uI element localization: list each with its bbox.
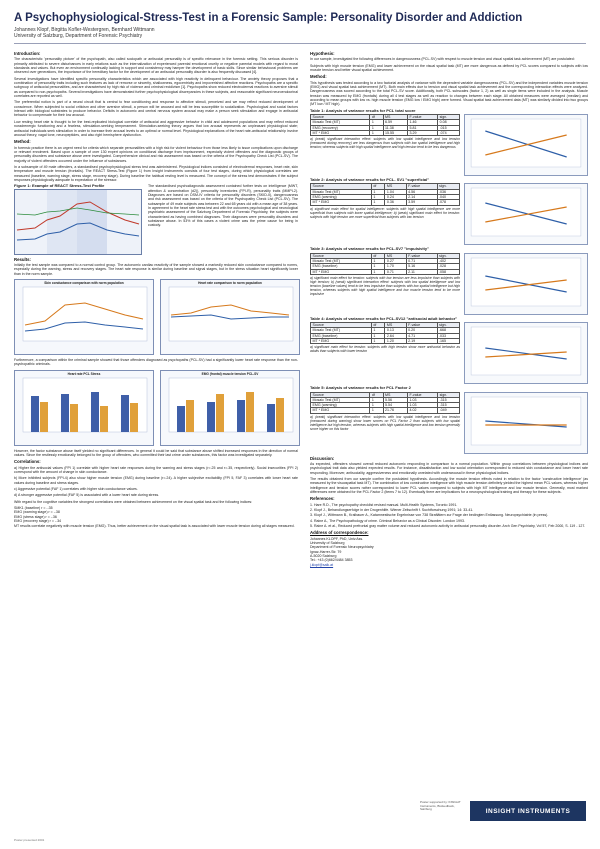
table-cell: 1: [371, 200, 385, 205]
table-notes: a) significant main effect for spatial intelligence: subjects with high spatial intelligence are more superficial than subjects with lower spatial intelligence; b) (weak) significant main effect for tension: subjects with high tension are more superficial than subjects with low tension: [310, 206, 460, 219]
table-cell: .402: [437, 259, 459, 264]
table-cell: .165: [437, 339, 459, 344]
table-cell: 1: [371, 269, 385, 274]
table-cell: 2.11: [406, 269, 437, 274]
email-link[interactable]: j.klopf@salk.at: [310, 562, 334, 567]
table-row-wrap: [310, 322, 588, 384]
table-block: [310, 253, 460, 315]
table-cell: 0.36: [385, 200, 406, 205]
table-cell: 4.56: [406, 189, 437, 194]
table-row-wrap: [310, 114, 588, 176]
table-cell: Mosaic Test (MT): [311, 259, 372, 264]
table-header-cell: sign.: [437, 253, 459, 258]
list-item: SMK1 (baseline) r = -.35: [14, 506, 53, 511]
table-header-cell: Source: [311, 115, 370, 120]
table-header-cell: sign.: [437, 323, 459, 328]
interaction-plot: [464, 322, 588, 384]
emg-pcl-graph: [160, 370, 300, 446]
table-header-cell: F-value: [406, 323, 437, 328]
table-cell: 1: [371, 333, 385, 338]
table-header-cell: MS: [385, 253, 406, 258]
right-column: [310, 49, 588, 567]
table-cell: 0.71: [406, 259, 437, 264]
table-caption: Table 3: Analysis of variance results for PCL-SV7 "impulsivity": [310, 246, 429, 252]
table-cell: 1: [371, 328, 385, 333]
correlation-b: b) More inhibited subjects (FPI-4) also show higher muscle tension (EMG) during baseline (r=.24). A higher subjective excitability (FPI 5, FAF 3) correlates with lower heart rate values during baseline and stress stages.: [14, 476, 298, 485]
heart-rate-graph: [160, 279, 300, 355]
authors: Johannes Klopf, Birgitta Kofler-Westergren, Bernhard Wittmann: [14, 27, 155, 33]
interaction-plot: [464, 114, 588, 176]
table-cell: 1: [370, 403, 383, 408]
table-cell: .040: [437, 195, 459, 200]
table-cell: 5.54: [383, 403, 407, 408]
references: [310, 497, 588, 528]
address-heading: Address of correspondence:: [310, 530, 369, 536]
table-cell: 1.03: [408, 403, 438, 408]
table-header-cell: sign.: [437, 184, 459, 189]
table-cell: 2.19: [406, 339, 437, 344]
interaction-plot: [464, 253, 588, 315]
table-block: [310, 322, 460, 384]
table-cell: .036: [437, 189, 459, 194]
correlation-a: a) Higher the antisocial values (FPI 1) correlate with higher heart rate responses during the warning and stress stages (r=.25 and r=.35, respectively). Social insecurities (FPI 2) correspond with the amount of change in skin conductance.: [14, 465, 298, 475]
table-header-cell: df: [371, 184, 385, 189]
stress-profile-graph: [15, 190, 141, 254]
table-caption: Table 1: Analysis of variance results for PCL total score: [310, 107, 416, 113]
reference-item: 2. Klopf J., Behandlungserfolge in der Drogenhilfe. Wiener Zeitschrift f. Suchtforschung 1991; 14: 33-41.: [310, 507, 474, 512]
table-cell: .074: [438, 131, 460, 136]
table-cell: 0.08: [438, 120, 460, 125]
table-header-cell: F-value: [406, 184, 437, 189]
discussion-paragraph-1: As expected, offenders showed overall reduced autonomic responding in comparison to a normal population. Within group correlations between physiological indices and psychological trait data also yielded expected results. For instance, dissatisfaction and low social orientation corresponded to reduced skin conductance and lower heart rate responding. Moreover, antisociality, aggressiveness and emotionally unrelated with underarousal in these physiological indices.: [310, 461, 588, 475]
table-cell: 0.71: [385, 269, 406, 274]
table-cell: 1: [371, 339, 385, 344]
table-cell: Mosaic Test (MT): [311, 397, 370, 402]
anova-table: [310, 183, 460, 205]
table-cell: MT * EMG: [311, 200, 372, 205]
figure-1-caption: Figure 1: Example of REACT Stress-Test Profile: [14, 183, 105, 189]
table-header-cell: df: [370, 392, 383, 397]
comparison-graphs: [14, 279, 298, 355]
table-cell: 1.46: [408, 120, 438, 125]
hypothesis-heading: Hypothesis:: [310, 51, 335, 56]
discussion-paragraph-2: The results obtained from our sample confirm the postulated hypothesis. Accordingly, the muscle tension effects noted in relation to the factor 'constructive intelligence' (as measured by the visuospatial task MT). The combination of low constructive intelligence with high muscle tension definitely yielded the highest mean PCL values, whereas higher intelligence and tension scores rather corresponded to lower PCL values compared to subjects with high MT intelligence and low muscle tension. Generally, most marked differences were obtained for the PCL Factor 2 (items 7 to 12). Eventually there are implications for a neuropsychological training and therapy for these subjects.: [310, 476, 588, 494]
insight-instruments-logo: INSIGHT INSTRUMENTS: [470, 801, 586, 821]
table-cell: 15.55: [383, 131, 407, 136]
table-cell: MT * EMG: [311, 408, 370, 413]
interaction-plot: [464, 392, 588, 454]
poster-title: A Psychophysiological-Stress-Test in a Forensic Sample: Personality Disorder and Addiction: [14, 12, 523, 24]
table-header-cell: F-value: [406, 253, 437, 258]
address-line: Tel.: +43 (0)662/4484 3853: [310, 558, 353, 563]
table-caption: Table 5: Analysis of variance results for PCL Factor 2: [310, 385, 411, 391]
table-notes: a) significant main effect for tension: subjects with high tension show more antisocial behavior as adults than subjects with lower tension: [310, 345, 460, 354]
hypothesis-paragraph-1: In our sample, investigated the following differences in dangerousness (PCL-SV) with respect to muscle tension and visual spatial task achievement (MT) are postulated:: [310, 57, 575, 62]
table-cell: 11.38: [383, 125, 407, 130]
table-cell: 0.13: [385, 328, 406, 333]
pcl-graphs: [14, 370, 298, 446]
introduction-heading: Introduction:: [14, 51, 41, 56]
graph-title: Heart rate comparison to norm population: [198, 281, 262, 285]
table-cell: 1: [371, 195, 385, 200]
table-cell: .028: [437, 264, 459, 269]
table-cell: .315: [438, 397, 460, 402]
table-caption: Table 4: Analysis of variance results for PCL-SV12 "antisocial adult behavior": [310, 315, 458, 321]
table-cell: Mosaic Test (MT): [311, 120, 370, 125]
intro-paragraph-4: Low resting heart rate is thought to be the best-replicated biological correlate of antisocial and aggressive behavior in child and adolescent populations and may reflect reduced noradrenergic functioning and a fearless, stimulation-seeking temperament. Stimulation-seeking theory argues that low arousal represents an unpleasant physiological state; antisocial individuals seek stimulation in order to increase their arousal levels to an optimal or normal level. Physiological explanations of the heart rate-antisocial relationship involve arousal theory, vagal tone, neuropeptides, and also right hemisphere dysfunction.: [14, 119, 298, 137]
table-block: [310, 114, 460, 176]
intro-paragraph-2: Several investigations have identified specific personality characteristics which are associated with high reactivity in delinquent behaviour. The anxiety theory proposes that a combination of personality traits including such features as lack of remorse or sincerity, shallowness, egocentricity and impoverished affective reactions. Psychopaths are a specific subgroup of antisocial personalities, and are characterised by high risk of violence and criminal recidivism [1]. Psychopaths show reduced electrodermal reactions to aversive stimuli as compared to non-psychopaths. Several investigations have demonstrated further psychophysiological discrepancies in these subjects, and reasonable significant neuroendocrinal correlates are reported as well.: [14, 76, 298, 99]
correlations-heading: Correlations:: [14, 459, 41, 465]
table-row: [311, 408, 460, 413]
figure-1-row: [14, 184, 298, 254]
graph-title: EMG (frontal) muscle tension PCL-SV: [201, 371, 259, 376]
table-row: [311, 339, 460, 344]
results-heading: Results:: [14, 256, 31, 262]
table-cell: 2.64: [385, 333, 406, 338]
table-cell: 1: [370, 397, 383, 402]
table-cell: 1.20: [385, 339, 406, 344]
reference-item: 3. Klopf J., Wittmann B., Kralbauer A., Katamnestische Ergebnisse von 738 Straftätern zur Frage der bedingten Entlassung. Neuropsychiatrie (in press).: [310, 513, 549, 518]
table-cell: 2.14: [406, 195, 437, 200]
table-header-cell: Source: [311, 253, 372, 258]
results-paragraph-3: However, the factor substance abuse itself yielded no significant differences. In general it could be said that substance abuse shifted increased responses in the direction of normal values. Since the restlessly emotionally belonged to the group of offenders, who committed their last crime under substances, this factor was investigated separately.: [14, 448, 298, 458]
table-cell: 1.03: [408, 397, 438, 402]
table-cell: EMG (baseline): [311, 264, 372, 269]
table-block: [310, 183, 460, 245]
table-notes: a) significant main effect for tension: subjects with low tension are less impulsive than subjects with high tension; b) (weak) significant interaction effect: subjects with low spatial intelligence and low tension (baseline values) tend to be less impulsive than subjects with low spatial intelligence but high tension, whereas subjects with high spatial intelligence and low muscle tension tend to be more impulsive: [310, 276, 460, 296]
poster-header: [14, 12, 586, 39]
table-notes: a) (weak) significant interaction effect: subjects with low spatial intelligence and low tension (measured during recovery) are less dangerous than subjects with low spatial intelligence and high tension; whereas subjects with high spatial intelligence and high tension tend to be less dangerous: [310, 137, 460, 150]
table-cell: .078: [437, 200, 459, 205]
reference-item: 5. Raine A. et al., Reduced prefrontal gray matter volume and reduced autonomic activity in antisocial personality disorder. Arch Gen Psychiatry, Vol 57, Feb 2000, S. 119 - 127.: [310, 523, 586, 528]
table-block: [310, 392, 460, 454]
table-header-cell: MS: [385, 184, 406, 189]
table-cell: 1: [371, 189, 385, 194]
graph-title: Heart rate PCL Stress: [67, 371, 101, 376]
table-cell: .315: [438, 403, 460, 408]
left-column: [14, 49, 298, 530]
hypothesis-paragraph-2: Subjects with high muscle tension (EMG) and lower achievement on the visual spatial task (MT) are more dangerous as defined by PCL scores compared to subjects with low muscle tension and better visual spatial achievement.: [310, 63, 588, 73]
table-cell: 0.27: [385, 259, 406, 264]
table-cell: MT * EMG: [311, 131, 370, 136]
correlation-d: d) A stronger aggressive potential (FAF 5) is associated with a lower heart rate during stress.: [14, 493, 160, 498]
anova-table: [310, 114, 460, 136]
heart-rate-pcl-graph: [14, 370, 154, 446]
table-cell: EMG (baseline): [311, 333, 372, 338]
table-header-cell: df: [371, 323, 385, 328]
intro-paragraph-3: The preferential notion is part of a neural circuit that is central to fear conditioning and response to affective stimuli, perceived and we may reflect reduced development of conscience. When subjected to social criticism and other aversive stimuli, a person will be aroused and will be less susceptible to socialization. Psychological and social factors interact with biological substrates to produce behavior. Deficits in autonomic and central nervous system arousal may make a person seek stimulation and engage in antisocial behavior to compensate for their low arousal.: [14, 100, 298, 118]
table-cell: 5.16: [406, 264, 437, 269]
table-cell: 0.20: [406, 328, 437, 333]
table-cell: 4.02: [408, 408, 438, 413]
header-divider: [14, 43, 586, 44]
address-line: Johannes KLOPF, PhD, Univ.Ass.: [310, 536, 364, 541]
table-cell: 1: [370, 131, 383, 136]
intro-paragraph-1: The characteristic 'personality picture' of the psychopath, also called sociopath or antisocial personality is of specific relevance in the forensic setting. This serious disorder is primarily attributed to severe disturbances in early relations such as the internalization of experienced parental emotional cruelty or negative parental models with regard to moral standards and values. But even an environment continually lacking in support and consistency may hamper the development of basic skills. Since similar behavioural problems are observed over generations, the importance of the hereditary factor for the development of an antisocial personality disorder is also frequently discussed [4].: [14, 57, 298, 75]
address-line: A-5020 Salzburg: [310, 554, 337, 559]
correlation-cognitive: With regard to the cognitive variables the strongest correlations were obtained between achievement on the visual spatial task and the following indices:: [14, 499, 253, 504]
footer-note: Poster presented 2001: [14, 838, 45, 842]
table-header-cell: MS: [385, 323, 406, 328]
table-row-wrap: [310, 253, 588, 315]
results-paragraph-2: Furthermore, a comparison within the criminal sample showed that those offenders diagnosed as psychopaths (PCL-SV) had a significantly lower heart rate response than the non-psychopathic criminals.: [14, 358, 298, 367]
table-cell: 1: [370, 125, 383, 130]
table-cell: 1: [371, 264, 385, 269]
table-caption: Table 2: Analysis of variance results for PCL- SV1 "superficial": [310, 177, 430, 183]
list-item: EMG (stress stage) r = -.36: [14, 514, 57, 519]
table-cell: 1.04: [385, 189, 406, 194]
table-cell: 1.70: [385, 264, 406, 269]
table-cell: 1: [371, 259, 385, 264]
table-header-cell: sign.: [438, 115, 460, 120]
table-cell: Mosaic Test (MT): [311, 189, 372, 194]
table-cell: 4.71: [406, 333, 437, 338]
table-header-cell: sign.: [438, 392, 460, 397]
discussion-heading: Discussion:: [310, 455, 335, 461]
anova-table: [310, 253, 460, 275]
anova-table: [310, 392, 460, 414]
list-item: EMG (recovery stage) r = -.34: [14, 519, 62, 524]
reference-item: 1. Hare R.D., The psychopathy checklist revised manual. Multi-Health Systems, Toronto 1991.: [310, 502, 458, 507]
table-row: [311, 131, 460, 136]
address-block: [310, 531, 588, 567]
method-heading: Method:: [14, 139, 31, 145]
table-cell: 1: [370, 120, 383, 125]
table-cell: 6.59: [383, 120, 407, 125]
table-cell: EMG (recovery): [311, 125, 370, 130]
table-cell: .033: [437, 333, 459, 338]
graph-title: Skin conductance comparison with norm population: [44, 281, 124, 285]
table-cell: 3.29: [408, 131, 438, 136]
table-header-cell: Source: [311, 184, 372, 189]
skin-conductance-graph: [14, 279, 154, 355]
table-header-cell: MS: [383, 115, 407, 120]
table-cell: .015: [438, 125, 460, 130]
table-cell: MT * EMG: [311, 339, 372, 344]
reference-item: 4. Raine A., The Psychopathology of crime. Criminal Behavior as a Clinical Disorder. London 1993.: [310, 518, 465, 523]
interaction-plot: [464, 183, 588, 245]
table-cell: MT * EMG: [311, 269, 372, 274]
list-item: EMG (warning stage) r = -.38: [14, 510, 60, 515]
table-cell: 21.76: [383, 408, 407, 413]
sponsor-note: Poster supported by: INSIGHT Instruments, Biofeedback, Salzburg: [420, 800, 461, 812]
figure-1: [14, 184, 142, 254]
table-row: [311, 200, 460, 205]
table-header-cell: F-value: [408, 392, 438, 397]
table-cell: EMG (warning): [311, 403, 370, 408]
table-cell: .058: [437, 269, 459, 274]
table-notes: a) (weak) significant interaction effect: subjects with low spatial intelligence and low tension (measured during warning) show lower scores on PCL Factor 2 than subjects with low spatial intelligence but high tension, whereas subjects with high spatial intelligence and low tension generally score higher on this factor: [310, 414, 461, 431]
table-header-cell: df: [370, 115, 383, 120]
table-cell: 3.59: [406, 200, 437, 205]
table-row-wrap: [310, 183, 588, 245]
table-header-cell: Source: [311, 323, 372, 328]
affiliation: University of Salzburg, Department of Forensic Psychiatry: [14, 33, 143, 40]
method-paragraph-2: In a subsample of 49 male offenders, a standardised psychophysiological stress test was administered. Physiological indices consisted of electrodermal responses, heart rate, skin temperature and muscle tension (frontalis). The REACT Stress-Test (Figure 1) from Insight Instruments consists of four test stages, during which physiological correlates are measured (baseline, warning stage, stress stage, recovery stage). During baseline the habitual resting level is measured. The concept of the stress test demonstrates if the subject responses physiologically adequate to expectation of the stressor.: [14, 164, 298, 182]
table-row-wrap: [310, 392, 588, 454]
anova-table: [310, 322, 460, 344]
table-cell: EMG (warning): [311, 195, 372, 200]
table-header-cell: df: [371, 253, 385, 258]
table-header-cell: F-value: [408, 115, 438, 120]
table-cell: Mosaic Test (MT): [311, 328, 372, 333]
results-paragraph-1: Initially the test sample was compared to a normal control group. The autonomic cardiac reactivity of the sample showed a markedly reduced skin conductance compared to norms, especially during the warning, stress and recovery stages. The heart rate response is similar during baseline and signal stages, but in the stress situation heart significantly lower than in the norm sample.: [14, 262, 298, 276]
method-heading-right: Method:: [310, 74, 327, 80]
table-cell: .668: [437, 328, 459, 333]
anova-tables: [310, 109, 588, 454]
table-cell: 1: [370, 408, 383, 413]
table-header-cell: Source: [311, 392, 370, 397]
table-cell: 5.56: [383, 397, 407, 402]
correlation-list: [14, 506, 298, 523]
table-header-cell: MS: [383, 392, 407, 397]
method-paragraph-right: This hypothesis was tested according to a two factorial analysis of variance with the dependent variable dangerousness (PCL-SV) and the independent variables muscle tension (EMG) and visual spatial task achievement (MT). Both main effects due to tension and visual spatial task achievement and the corresponding interaction effects were analyzed. Dangerousness was scored according to the total PCL-SV score. Additionally, both PCL subscales (factor 1, 2) as well as single items were included in the analysis. Muscle tension was measured by EMG (frontalis) during all 4 test stages as well as reaction to changes between each stage. All obtained measures were averaged (median) and according to mean groups with low vs. high muscle tension (EMG low / EMG high) were formed. Visual spatial task achievement data (MT) was similarly divided into two groups (MT low / MT high).: [310, 80, 588, 107]
correlation-summary: MT results correlate negatively with muscle tension (EMG). Thus, better achievement on the visual spatial task is associated with lower muscle tension during all stages measured.: [14, 523, 295, 528]
references-heading: References:: [310, 496, 335, 502]
table-cell: .049: [438, 408, 460, 413]
address-line: Department of Forensic Neuropsychiatry: [310, 545, 374, 550]
method-paragraph-1: In forensic practice there is an urgent need for criteria which separate personalities with a high risk for violent behaviour from those less likely to issue complications upon discharge or relevant enrolment. Based upon a sample of over 130 expert opinions on conditional discharge from imprisonment, especially violent offenders and the diagnostic groups of personality disorders and substance abuse were investigated. Comprehensive clinical and risk assessment was based on the criteria of the Psychopathy Check List (PCL-SV). The majority of violent offenders occurred under the influence of substances.: [14, 145, 298, 163]
table-cell: 5.81: [408, 125, 438, 130]
correlation-c: c) Aggressive potential (FAF 1) correlates with higher skin conductance values.: [14, 487, 138, 492]
figure-1-side-text: The standardised psychodiagnostic assessment contained further tests on intelligence (MWT, attention & concentration (d2)), personality inventories (FPI-R), personality traits (MMPI-2). Diagnoses are based on DSM-IV criteria for personality disorders (SKID-II), dangerousness and risk assessment was based on the criteria of the Psychopathy Check List (PCL-SV). The subsample of 49 male subjects was between 22 and 65 years old with a mean age of 38 years. In agreement to the heart rate stress test and with the outcomes psychological and neurological psychiatric assessment of the Salzburg Department of Forensic Psychiatry, the subjects were characterized as having combined diagnoses. Their diagnoses were personality disorders and substance abuse. In 53% of this cases a violent crime was the prime cause for being in custody.: [148, 184, 298, 228]
address-line: University of Salzburg: [310, 541, 345, 545]
table-cell: 0.24: [385, 195, 406, 200]
table-row: [311, 269, 460, 274]
figure-1-chart: [14, 189, 142, 255]
address-line: Ignaz-Harrer-Str. 79: [310, 549, 342, 554]
